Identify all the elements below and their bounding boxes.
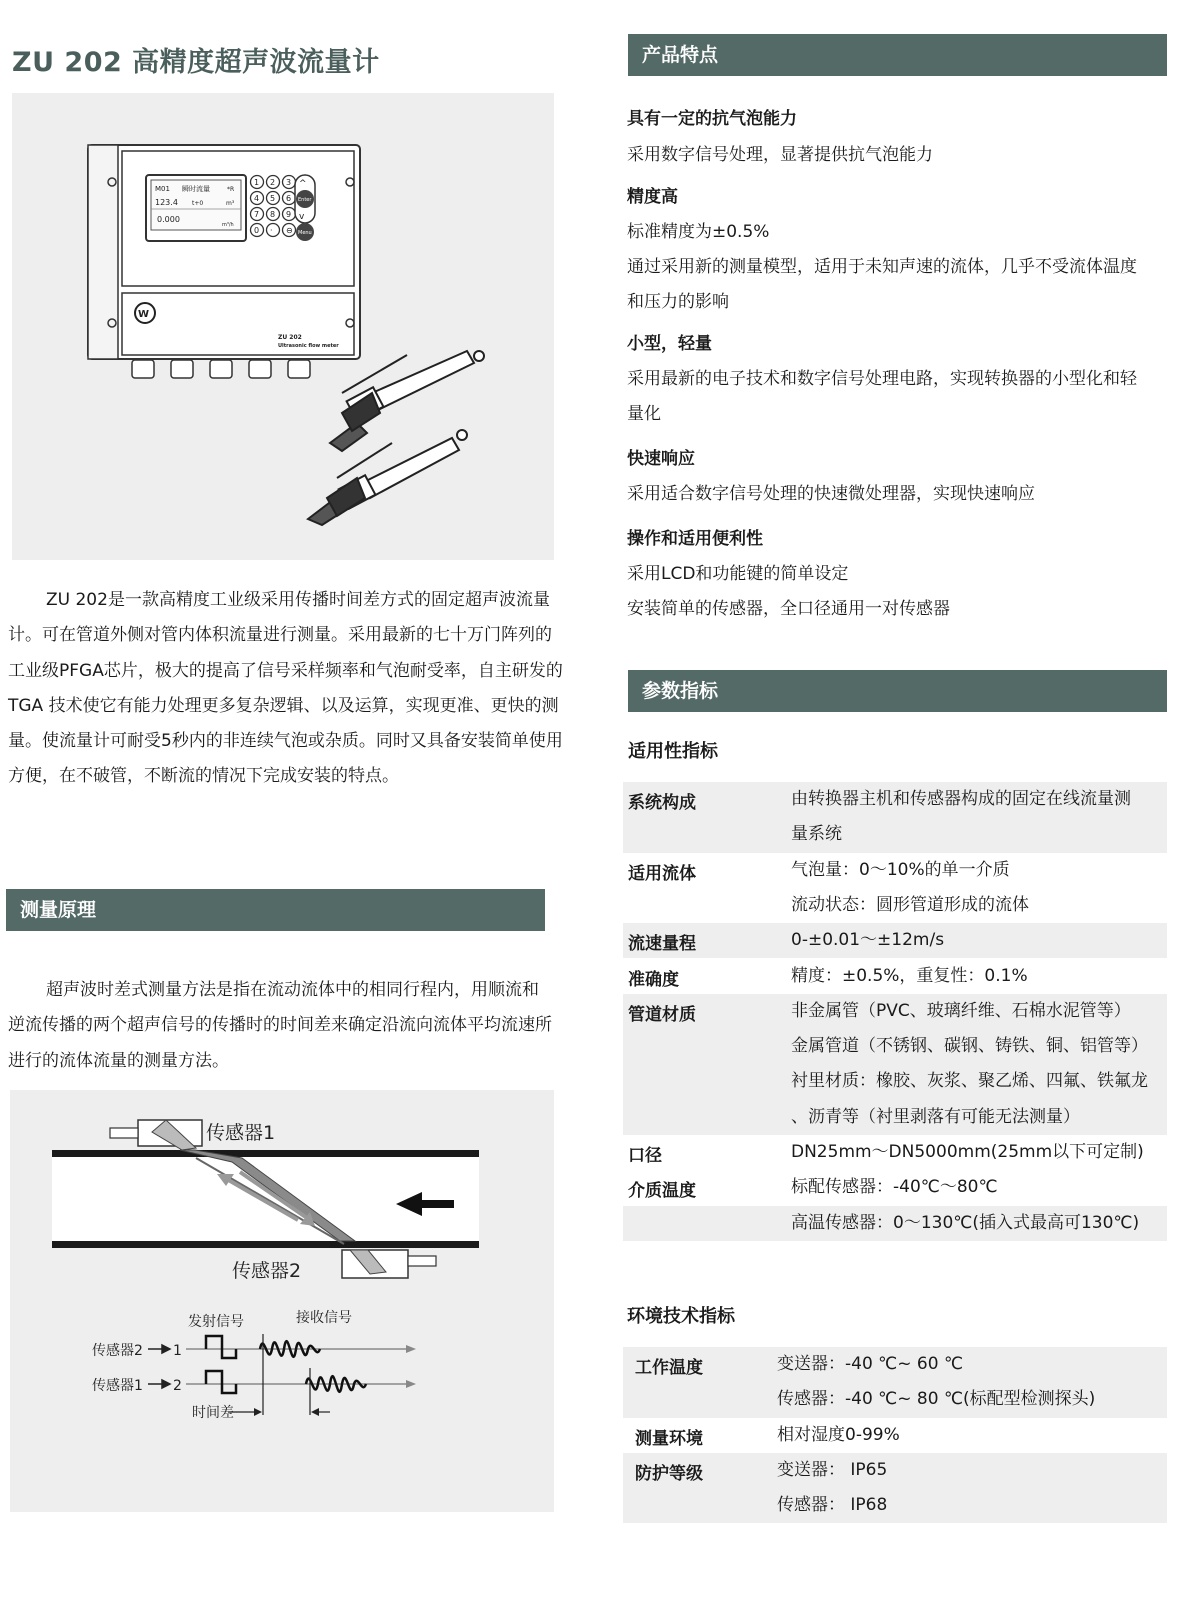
feature-heading: 快速响应 (627, 449, 695, 469)
spec-row (623, 923, 1167, 958)
feature-line: 量化 (627, 404, 661, 424)
env-table (623, 1347, 1167, 1527)
feature-line: 采用LCD和功能键的简单设定 (627, 564, 849, 584)
signal-row1-label: 传感器2 (92, 1343, 143, 1359)
spec-value: 流动状态：圆形管道形成的流体 (791, 894, 1029, 915)
spec-row (623, 994, 1167, 1135)
spec-value: 传感器： IP68 (777, 1495, 888, 1516)
keypad-key-label: 2 (270, 178, 276, 187)
signal-row2-num: 2 (173, 1378, 182, 1394)
spec-row (623, 853, 1167, 924)
principle-paragraph: 超声波时差式测量方法是指在流动流体中的相同行程内，用顺流和逆流传播的两个超声信号的传播时的时间差来确定沿流向流体平均流速所进行的流体流量的测量方法。 (8, 980, 552, 1071)
section-heading-principle: 测量原理 (6, 889, 545, 931)
tx-signal-label: 发射信号 (188, 1314, 244, 1330)
spec-row (623, 1453, 1167, 1524)
spec-label: 防护等级 (635, 1463, 703, 1484)
spec-value: 、沥青等（衬里剥落有可能无法测量） (791, 1106, 1080, 1127)
spec-row (623, 1135, 1167, 1170)
spec-value: 衬里材质：橡胶、灰浆、聚乙烯、四氟、铁氟龙 (791, 1071, 1148, 1092)
keypad-key-label: 5 (270, 194, 276, 203)
spec-value: 0-±0.01～±12m/s (791, 930, 945, 951)
section-heading-specs: 参数指标 (628, 670, 1167, 712)
spec-label: 适用流体 (628, 863, 696, 884)
svg-text:v: v (299, 212, 305, 222)
keypad-key-label: 9 (286, 210, 292, 219)
spec-label: 管道材质 (628, 1004, 696, 1025)
spec-value: 高温传感器：0～130℃(插入式最高可130℃) (791, 1212, 1140, 1233)
rx-signal-label: 接收信号 (296, 1310, 352, 1326)
feature-line: 安装简单的传感器，全口径通用一对传感器 (627, 599, 950, 619)
feature-heading: 小型，轻量 (627, 334, 712, 354)
spec-row (623, 959, 1167, 994)
menu-key-label: Menu (298, 230, 312, 236)
feature-heading: 操作和适用便利性 (627, 529, 763, 549)
intro-paragraph: ZU 202是一款高精度工业级采用传播时间差方式的固定超声波流量计。可在管道外侧对管内体积流量进行测量。采用最新的七十万门阵列的工业级PFGA芯片，极大的提高了信号采样频率和气泡耐受率，自主研发的TGA 技术使它有能力处理更多复杂逻辑、以及运算，实现更准、更快的测量。使流量计可耐受5秒内的非连续气泡或杂质。同时又具备安装简单使用方便，在不破管，不断流的情况下完成安装的特点。 (8, 590, 563, 787)
spec-value: 气泡量：0～10%的单一介质 (791, 859, 1010, 880)
product-illustration (12, 93, 554, 560)
enter-key-label: Enter (298, 197, 312, 203)
feature-line: 通过采用新的测量模型，适用于未知声速的流体，几乎不受流体温度 (627, 257, 1137, 277)
page-title: ZU 202 高精度超声波流量计 (12, 47, 380, 78)
spec-row (623, 1418, 1167, 1453)
feature-heading: 具有一定的抗气泡能力 (627, 109, 797, 129)
spec-value: 变送器：-40 ℃~ 60 ℃ (777, 1354, 964, 1374)
spec-value: 变送器： IP65 (777, 1459, 888, 1480)
lcd-text-8: m³/h (222, 222, 234, 228)
env-heading: 环境技术指标 (627, 1306, 735, 1327)
spec-value: 量系统 (791, 824, 842, 845)
spec-value: 标配传感器：-40℃～80℃ (791, 1177, 998, 1198)
spec-value: 相对湿度0-99% (777, 1424, 900, 1445)
keypad-key-label: 3 (286, 178, 292, 187)
keypad-key (267, 224, 280, 237)
sensor2-label: 传感器2 (232, 1260, 302, 1282)
spec-value: DN25mm～DN5000mm(25mm以下可定制) (791, 1142, 1144, 1162)
spec-value: 传感器：-40 ℃~ 80 ℃(标配型检测探头) (777, 1389, 1096, 1410)
lcd-text-3: *R (227, 186, 235, 193)
spec-row (623, 1347, 1167, 1418)
principle-diagram (10, 1090, 554, 1512)
spec-label: 测量环境 (635, 1428, 703, 1449)
spec-label: 口径 (628, 1146, 662, 1166)
keypad-key-label: ⊖ (286, 226, 293, 235)
lcd-text-2: 瞬时流量 (182, 185, 210, 193)
signal-row2-label: 传感器1 (92, 1378, 143, 1394)
spec-label: 工作温度 (635, 1358, 703, 1378)
lcd-text-7: 0.000 (157, 215, 180, 224)
spec-value: 金属管道（不锈钢、碳钢、铸铁、铜、铝管等） (791, 1036, 1148, 1057)
section-heading-features: 产品特点 (628, 34, 1167, 76)
feature-heading: 精度高 (627, 187, 678, 207)
spec-label: 系统构成 (628, 793, 696, 813)
spec-row (623, 1170, 1167, 1241)
svg-text:W: W (138, 309, 150, 320)
feature-line: 采用最新的电子技术和数字信号处理电路，实现转换器的小型化和轻 (627, 369, 1137, 389)
keypad-key-label: 4 (254, 194, 260, 203)
lcd-text-5: t+0 (192, 200, 204, 207)
lcd-text-4: 123.4 (155, 198, 178, 207)
spec-row (623, 782, 1167, 853)
keypad-key-label: 0 (254, 226, 260, 235)
feature-line: 和压力的影响 (627, 292, 729, 312)
spec-value: 由转换器主机和传感器构成的固定在线流量测 (791, 789, 1131, 809)
keypad-key-label: · (270, 226, 273, 235)
spec-label: 流速量程 (628, 934, 696, 955)
spec-label: 准确度 (628, 969, 679, 990)
spec-label: 介质温度 (628, 1181, 696, 1202)
svg-text:^: ^ (299, 179, 307, 189)
lcd-text-1: M01 (155, 185, 170, 193)
keypad-key-label: 8 (270, 210, 276, 219)
product-image-panel (12, 93, 554, 560)
sensor1-label: 传感器1 (206, 1122, 276, 1144)
spec-value: 非金属管（PVC、玻璃纤维、石棉水泥管等） (791, 1000, 1131, 1021)
spec-value: 精度：±0.5%，重复性：0.1% (791, 965, 1028, 986)
model-label: ZU 202 (278, 334, 302, 341)
keypad-key-label: 6 (286, 194, 292, 203)
keypad-key-label: 1 (254, 178, 260, 187)
lcd-text-6: m³ (226, 200, 235, 207)
feature-line: 标准精度为±0.5% (627, 222, 770, 242)
feature-line: 采用数字信号处理，显著提供抗气泡能力 (627, 145, 933, 165)
time-diff-label: 时间差 (192, 1405, 234, 1421)
spec-table (623, 782, 1167, 1242)
feature-line: 采用适合数字信号处理的快速微处理器，实现快速响应 (627, 484, 1035, 504)
specs-subheading: 适用性指标 (628, 741, 718, 762)
signal-row1-num: 1 (173, 1343, 182, 1359)
model-sub-label: Ultrasonic flow meter (278, 343, 339, 349)
keypad-key-label: 7 (254, 210, 260, 219)
